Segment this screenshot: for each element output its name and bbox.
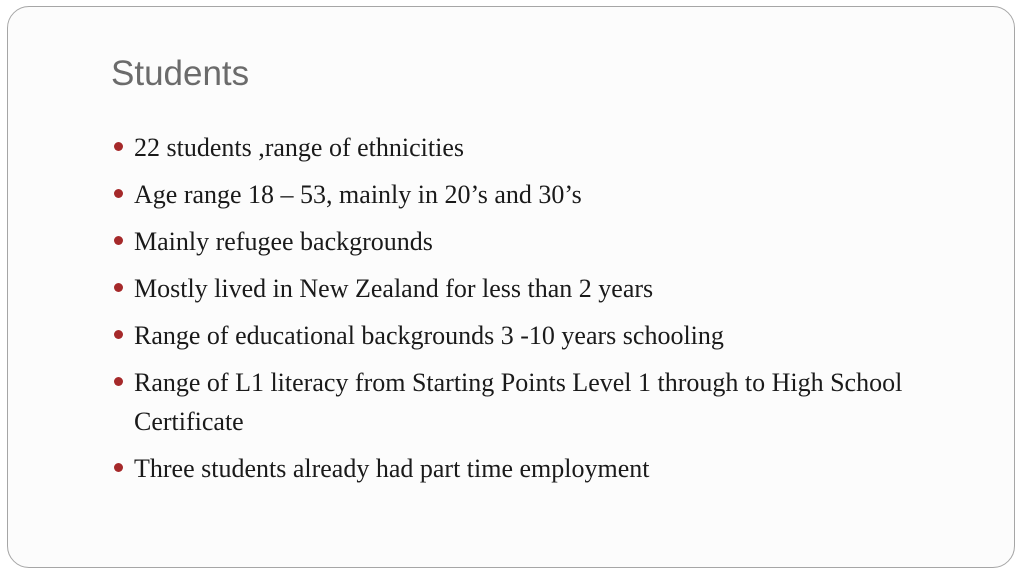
bullet-item <box>112 269 972 308</box>
slide-frame <box>7 6 1015 568</box>
bullet-dot-icon <box>114 283 123 292</box>
bullet-dot-icon <box>114 330 123 339</box>
bullet-text: Mainly refugee backgrounds <box>134 227 433 256</box>
bullet-item <box>112 449 972 488</box>
bullet-item <box>112 363 972 441</box>
bullet-item <box>112 222 972 261</box>
slide-title: Students <box>111 54 250 93</box>
bullet-dot-icon <box>114 463 123 472</box>
bullet-text: 22 students ,range of ethnicities <box>134 133 464 162</box>
bullet-dot-icon <box>114 189 123 198</box>
bullet-text: Range of educational backgrounds 3 -10 years schooling <box>134 321 724 350</box>
bullet-item <box>112 128 972 167</box>
bullet-dot-icon <box>114 142 123 151</box>
bullet-text: Age range 18 – 53, mainly in 20’s and 30’s <box>134 180 582 209</box>
bullet-text: Three students already had part time employment <box>134 454 650 483</box>
bullet-item <box>112 175 972 214</box>
bullet-dot-icon <box>114 236 123 245</box>
bullet-list <box>112 128 972 496</box>
bullet-text: Mostly lived in New Zealand for less than 2 years <box>134 274 654 303</box>
bullet-item <box>112 316 972 355</box>
bullet-dot-icon <box>114 377 123 386</box>
bullet-text: Range of L1 literacy from Starting Points Level 1 through to High School Certificate <box>134 368 903 436</box>
